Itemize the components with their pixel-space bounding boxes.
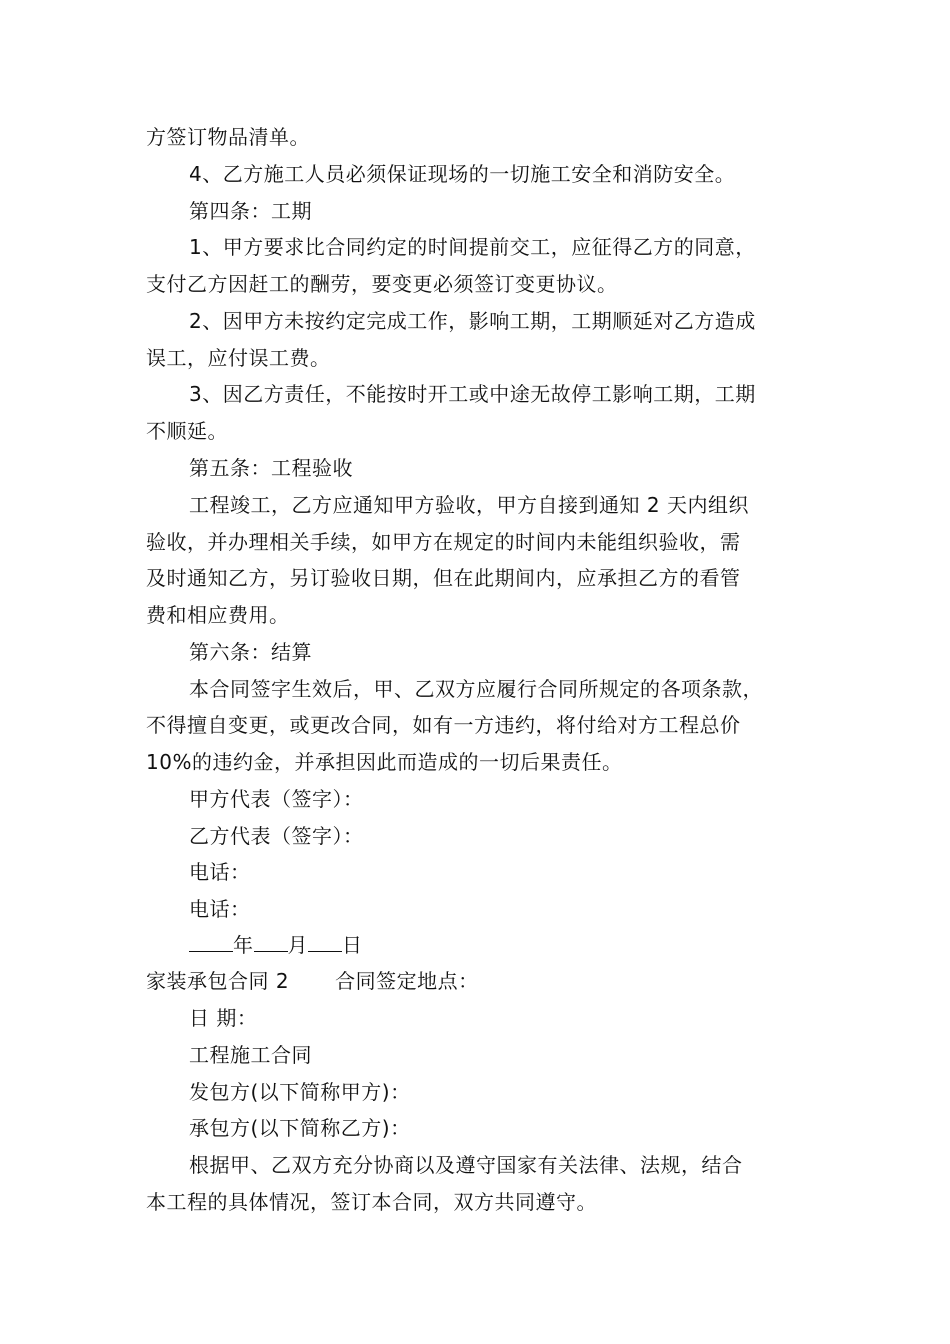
- contract-title: 家装承包合同 2: [146, 969, 290, 993]
- text-line: 验收，并办理相关手续，如甲方在规定的时间内未能组织验收，需: [146, 530, 741, 554]
- section-heading: 第四条：工期: [189, 199, 312, 223]
- day-blank: [308, 929, 342, 952]
- text-line: 不得擅自变更，或更改合同，如有一方违约，将付给对方工程总价: [146, 713, 741, 737]
- text-line: 本工程的具体情况，签订本合同，双方共同遵守。: [146, 1190, 597, 1214]
- text-line: 1、甲方要求比合同约定的时间提前交工，应征得乙方的同意，: [189, 235, 756, 259]
- signature-field-party-b: 乙方代表（签字）：: [189, 824, 364, 848]
- phone-field: 电话：: [189, 897, 251, 921]
- year-blank: [189, 929, 233, 952]
- contract-place-label: 合同签定地点：: [335, 969, 479, 993]
- day-label: 日: [342, 933, 363, 957]
- signature-field-party-a: 甲方代表（签字）：: [189, 787, 364, 811]
- phone-field: 电话：: [189, 860, 251, 884]
- party-b-field: 承包方(以下简称乙方)：: [189, 1116, 411, 1140]
- date-field: 日 期：: [189, 1006, 258, 1030]
- date-line: [189, 929, 816, 959]
- text-line: 4、乙方施工人员必须保证现场的一切施工安全和消防安全。: [189, 162, 736, 186]
- month-label: 月: [287, 933, 308, 957]
- text-line: 方签订物品清单。: [146, 125, 310, 149]
- contract-heading-line: [146, 967, 816, 995]
- text-line: 工程竣工，乙方应通知甲方验收，甲方自接到通知 2 天内组织: [189, 493, 749, 517]
- text-line: 及时通知乙方，另订验收日期，但在此期间内，应承担乙方的看管: [146, 566, 741, 590]
- text-line: 3、因乙方责任，不能按时开工或中途无故停工影响工期，工期: [189, 382, 756, 406]
- year-label: 年: [233, 933, 254, 957]
- section-heading: 第五条：工程验收: [189, 456, 353, 480]
- contract-subtitle: 工程施工合同: [189, 1043, 312, 1067]
- text-line: 10%的违约金，并承担因此而造成的一切后果责任。: [146, 750, 623, 774]
- text-line: 支付乙方因赶工的酬劳，要变更必须签订变更协议。: [146, 272, 618, 296]
- text-line: 本合同签字生效后，甲、乙双方应履行合同所规定的各项条款，: [189, 677, 763, 701]
- text-line: 费和相应费用。: [146, 603, 290, 627]
- text-line: 根据甲、乙双方充分协商以及遵守国家有关法律、法规，结合: [189, 1153, 743, 1177]
- party-a-field: 发包方(以下简称甲方)：: [189, 1080, 411, 1104]
- month-blank: [254, 929, 288, 952]
- section-heading: 第六条：结算: [189, 640, 312, 664]
- text-line: 2、因甲方未按约定完成工作，影响工期，工期顺延对乙方造成: [189, 309, 756, 333]
- text-line: 不顺延。: [146, 419, 228, 443]
- text-line: 误工，应付误工费。: [146, 346, 331, 370]
